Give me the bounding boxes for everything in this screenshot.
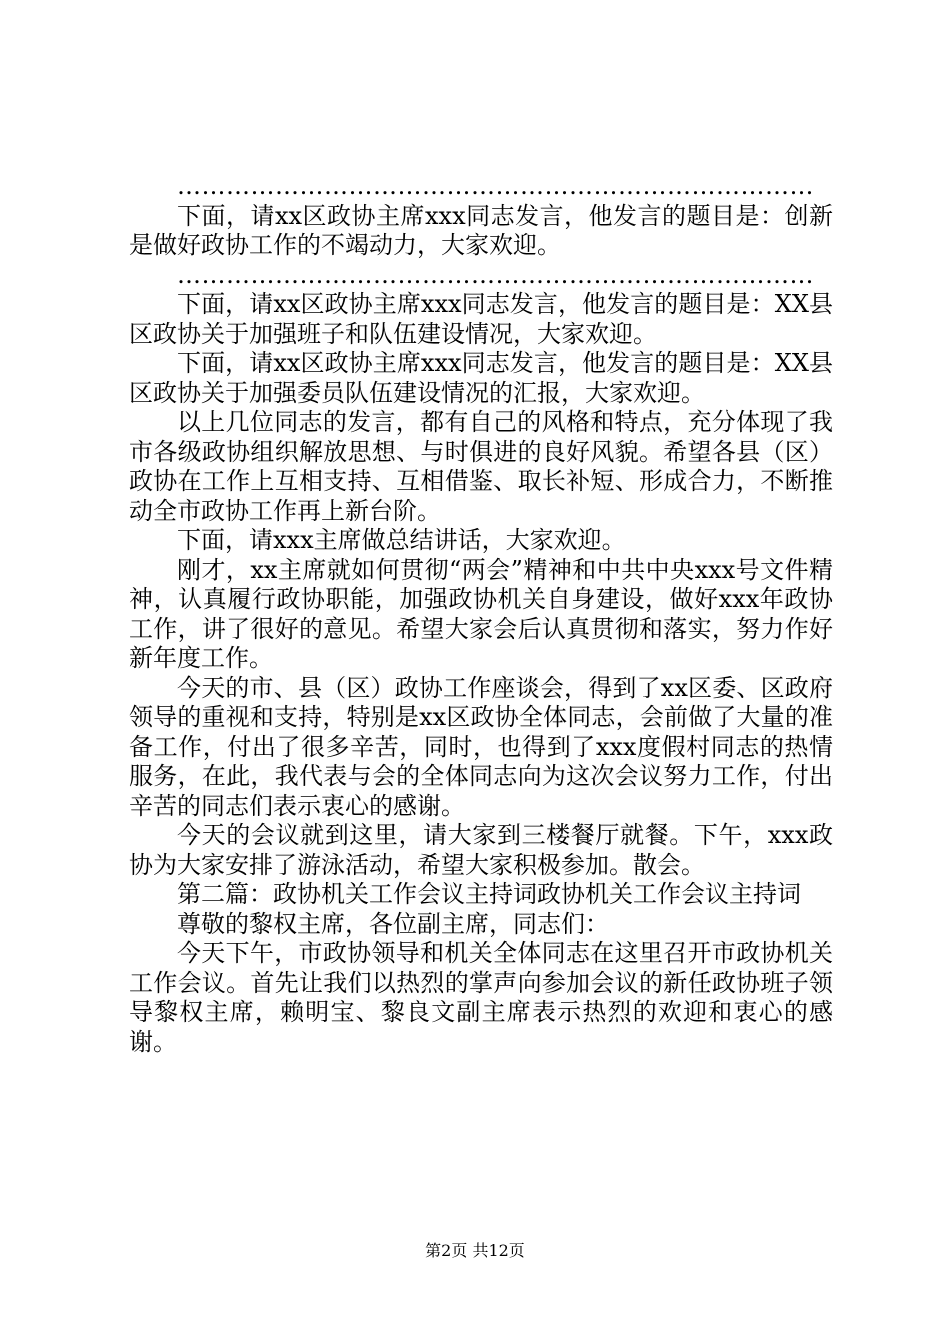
paragraph: 下面，请xx区政协主席xxx同志发言，他发言的题目是：XX县区政协关于加强委员队伍建设情况的汇报，大家欢迎。 [129,349,833,407]
salutation: 尊敬的黎权主席，各位副主席，同志们： [177,909,609,938]
paragraph: 今天的市、县（区）政协工作座谈会，得到了xx区委、区政府领导的重视和支持，特别是xx区政协全体同志，会前做了大量的准备工作，付出了很多辛苦，同时，也得到了xxx度假村同志的热情服务，在此，我代表与会的全体同志向为这次会议努力工作，付出辛苦的同志们表示衷心的感谢。 [129,673,833,820]
page-number-label: 第2页 共12页 [425,1241,525,1260]
paragraph: 下面，请xx区政协主席xxx同志发言，他发言的题目是：XX县区政协关于加强班子和队伍建设情况，大家欢迎。 [129,290,833,348]
page-footer [0,1241,950,1261]
paragraph: 下面，请xx区政协主席xxx同志发言，他发言的题目是：创新是做好政协工作的不竭动力，大家欢迎。 [129,201,833,259]
paragraph: 今天下午，市政协领导和机关全体同志在这里召开市政协机关工作会议。首先让我们以热烈的掌声向参加会议的新任政协班子领导黎权主席，赖明宝、黎良文副主席表示热烈的欢迎和衷心的感谢。 [129,939,833,1056]
section-heading: 第二篇：政协机关工作会议主持词政协机关工作会议主持词 [177,880,801,908]
paragraph: 以上几位同志的发言，都有自己的风格和特点，充分体现了我市各级政协组织解放思想、与时俱进的良好风貌。希望各县（区）政协在工作上互相支持、互相借鉴、取长补短、形成合力，不断推动全市政协工作再上新台阶。 [129,408,833,525]
ellipsis-line: …………………………………………………………………… [177,172,814,200]
paragraph: 刚才，xx主席就如何贯彻“两会”精神和中共中央xxx号文件精神，认真履行政协职能，加强政协机关自身建设，做好xxx年政协工作，讲了很好的意见。希望大家会后认真贯彻和落实，努力作好新年度工作。 [129,555,833,672]
paragraph: 下面，请xxx主席做总结讲话，大家欢迎。 [177,526,626,554]
document-body [129,172,833,1057]
ellipsis-line: …………………………………………………………………… [177,260,814,289]
paragraph: 今天的会议就到这里，请大家到三楼餐厅就餐。下午，xxx政协为大家安排了游泳活动，希望大家积极参加。散会。 [129,821,833,879]
